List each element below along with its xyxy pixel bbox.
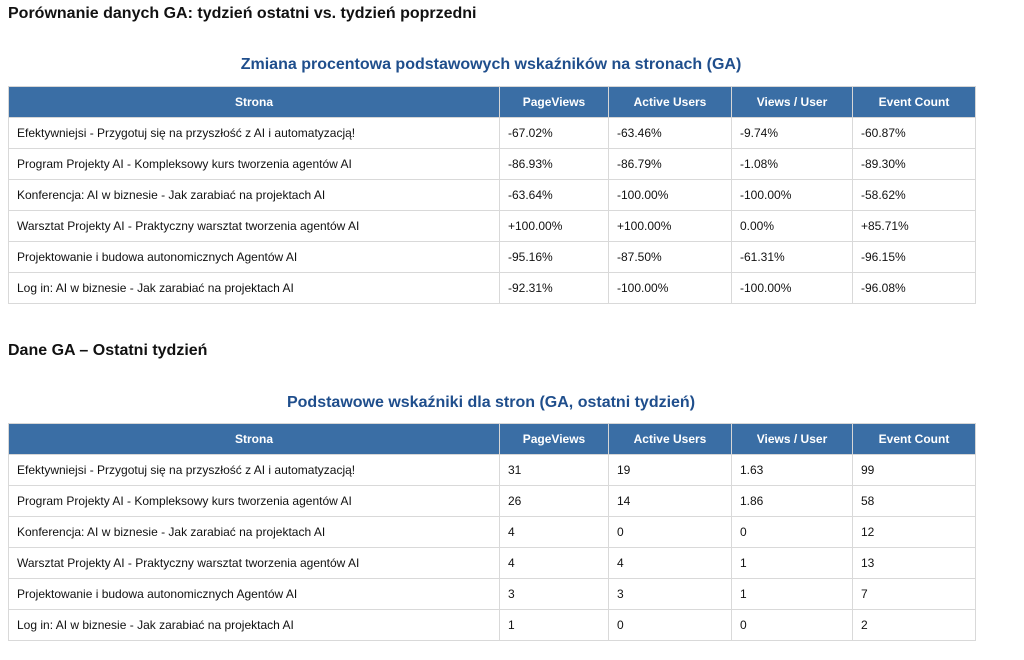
header-strona: Strona xyxy=(9,87,500,118)
event-count-cell: -96.15% xyxy=(853,242,976,273)
table-row xyxy=(9,610,976,641)
header-event-count: Event Count xyxy=(853,424,976,455)
views-per-user-cell: -100.00% xyxy=(732,180,853,211)
page-cell: Log in: AI w biznesie - Jak zarabiać na projektach AI xyxy=(9,273,500,304)
table-row xyxy=(9,180,976,211)
active-users-cell: -87.50% xyxy=(609,242,732,273)
pageviews-cell: 26 xyxy=(500,486,609,517)
active-users-cell: -63.46% xyxy=(609,118,732,149)
event-count-cell: -58.62% xyxy=(853,180,976,211)
table-row xyxy=(9,118,976,149)
header-views-per-user: Views / User xyxy=(732,87,853,118)
page-cell: Efektywniejsi - Przygotuj się na przyszłość z AI i automatyzacją! xyxy=(9,118,500,149)
views-per-user-cell: -9.74% xyxy=(732,118,853,149)
views-per-user-cell: -1.08% xyxy=(732,149,853,180)
pageviews-cell: 31 xyxy=(500,455,609,486)
event-count-cell: 7 xyxy=(853,579,976,610)
active-users-cell: -86.79% xyxy=(609,149,732,180)
event-count-cell: 2 xyxy=(853,610,976,641)
views-per-user-cell: 0.00% xyxy=(732,211,853,242)
last-week-section-title: Dane GA – Ostatni tydzień xyxy=(8,342,208,359)
pageviews-cell: 4 xyxy=(500,517,609,548)
event-count-cell: -89.30% xyxy=(853,149,976,180)
views-per-user-cell: 1.63 xyxy=(732,455,853,486)
active-users-cell: +100.00% xyxy=(609,211,732,242)
pageviews-cell: -63.64% xyxy=(500,180,609,211)
header-views-per-user: Views / User xyxy=(732,424,853,455)
table-header-row xyxy=(9,87,976,118)
active-users-cell: 14 xyxy=(609,486,732,517)
pageviews-cell: 3 xyxy=(500,579,609,610)
pageviews-cell: 4 xyxy=(500,548,609,579)
page-cell: Projektowanie i budowa autonomicznych Agentów AI xyxy=(9,242,500,273)
pageviews-cell: -67.02% xyxy=(500,118,609,149)
active-users-cell: 3 xyxy=(609,579,732,610)
page-cell: Projektowanie i budowa autonomicznych Agentów AI xyxy=(9,579,500,610)
page-cell: Program Projekty AI - Kompleksowy kurs tworzenia agentów AI xyxy=(9,149,500,180)
header-pageviews: PageViews xyxy=(500,424,609,455)
views-per-user-cell: 0 xyxy=(732,610,853,641)
table-row xyxy=(9,149,976,180)
pageviews-cell: -95.16% xyxy=(500,242,609,273)
table-row xyxy=(9,455,976,486)
page-cell: Efektywniejsi - Przygotuj się na przyszłość z AI i automatyzacją! xyxy=(9,455,500,486)
pageviews-cell: -86.93% xyxy=(500,149,609,180)
active-users-cell: 0 xyxy=(609,610,732,641)
table-row xyxy=(9,548,976,579)
page-cell: Konferencja: AI w biznesie - Jak zarabiać na projektach AI xyxy=(9,180,500,211)
page-cell: Log in: AI w biznesie - Jak zarabiać na projektach AI xyxy=(9,610,500,641)
table-row xyxy=(9,273,976,304)
comparison-table-caption: Zmiana procentowa podstawowych wskaźników na stronach (GA) xyxy=(240,56,742,73)
pageviews-cell: -92.31% xyxy=(500,273,609,304)
last-week-table-caption: Podstawowe wskaźniki dla stron (GA, ostatni tydzień) xyxy=(286,394,696,411)
event-count-cell: -60.87% xyxy=(853,118,976,149)
table-row xyxy=(9,517,976,548)
active-users-cell: -100.00% xyxy=(609,273,732,304)
event-count-cell: 12 xyxy=(853,517,976,548)
views-per-user-cell: 1 xyxy=(732,548,853,579)
views-per-user-cell: 1.86 xyxy=(732,486,853,517)
pageviews-cell: 1 xyxy=(500,610,609,641)
event-count-cell: -96.08% xyxy=(853,273,976,304)
page-cell: Konferencja: AI w biznesie - Jak zarabiać na projektach AI xyxy=(9,517,500,548)
views-per-user-cell: 0 xyxy=(732,517,853,548)
table-row xyxy=(9,486,976,517)
table-header-row xyxy=(9,424,976,455)
page-cell: Warsztat Projekty AI - Praktyczny warsztat tworzenia agentów AI xyxy=(9,548,500,579)
event-count-cell: 99 xyxy=(853,455,976,486)
header-pageviews: PageViews xyxy=(500,87,609,118)
event-count-cell: 58 xyxy=(853,486,976,517)
pageviews-cell: +100.00% xyxy=(500,211,609,242)
active-users-cell: -100.00% xyxy=(609,180,732,211)
table-row xyxy=(9,242,976,273)
views-per-user-cell: -61.31% xyxy=(732,242,853,273)
table-row xyxy=(9,211,976,242)
active-users-cell: 4 xyxy=(609,548,732,579)
active-users-cell: 0 xyxy=(609,517,732,548)
table-row xyxy=(9,579,976,610)
active-users-cell: 19 xyxy=(609,455,732,486)
header-event-count: Event Count xyxy=(853,87,976,118)
comparison-table xyxy=(8,86,976,304)
header-strona: Strona xyxy=(9,424,500,455)
page-cell: Warsztat Projekty AI - Praktyczny warsztat tworzenia agentów AI xyxy=(9,211,500,242)
header-active-users: Active Users xyxy=(609,424,732,455)
last-week-table xyxy=(8,423,976,641)
event-count-cell: +85.71% xyxy=(853,211,976,242)
comparison-section-title: Porównanie danych GA: tydzień ostatni vs. tydzień poprzedni xyxy=(8,5,477,22)
page-cell: Program Projekty AI - Kompleksowy kurs tworzenia agentów AI xyxy=(9,486,500,517)
views-per-user-cell: 1 xyxy=(732,579,853,610)
header-active-users: Active Users xyxy=(609,87,732,118)
views-per-user-cell: -100.00% xyxy=(732,273,853,304)
event-count-cell: 13 xyxy=(853,548,976,579)
